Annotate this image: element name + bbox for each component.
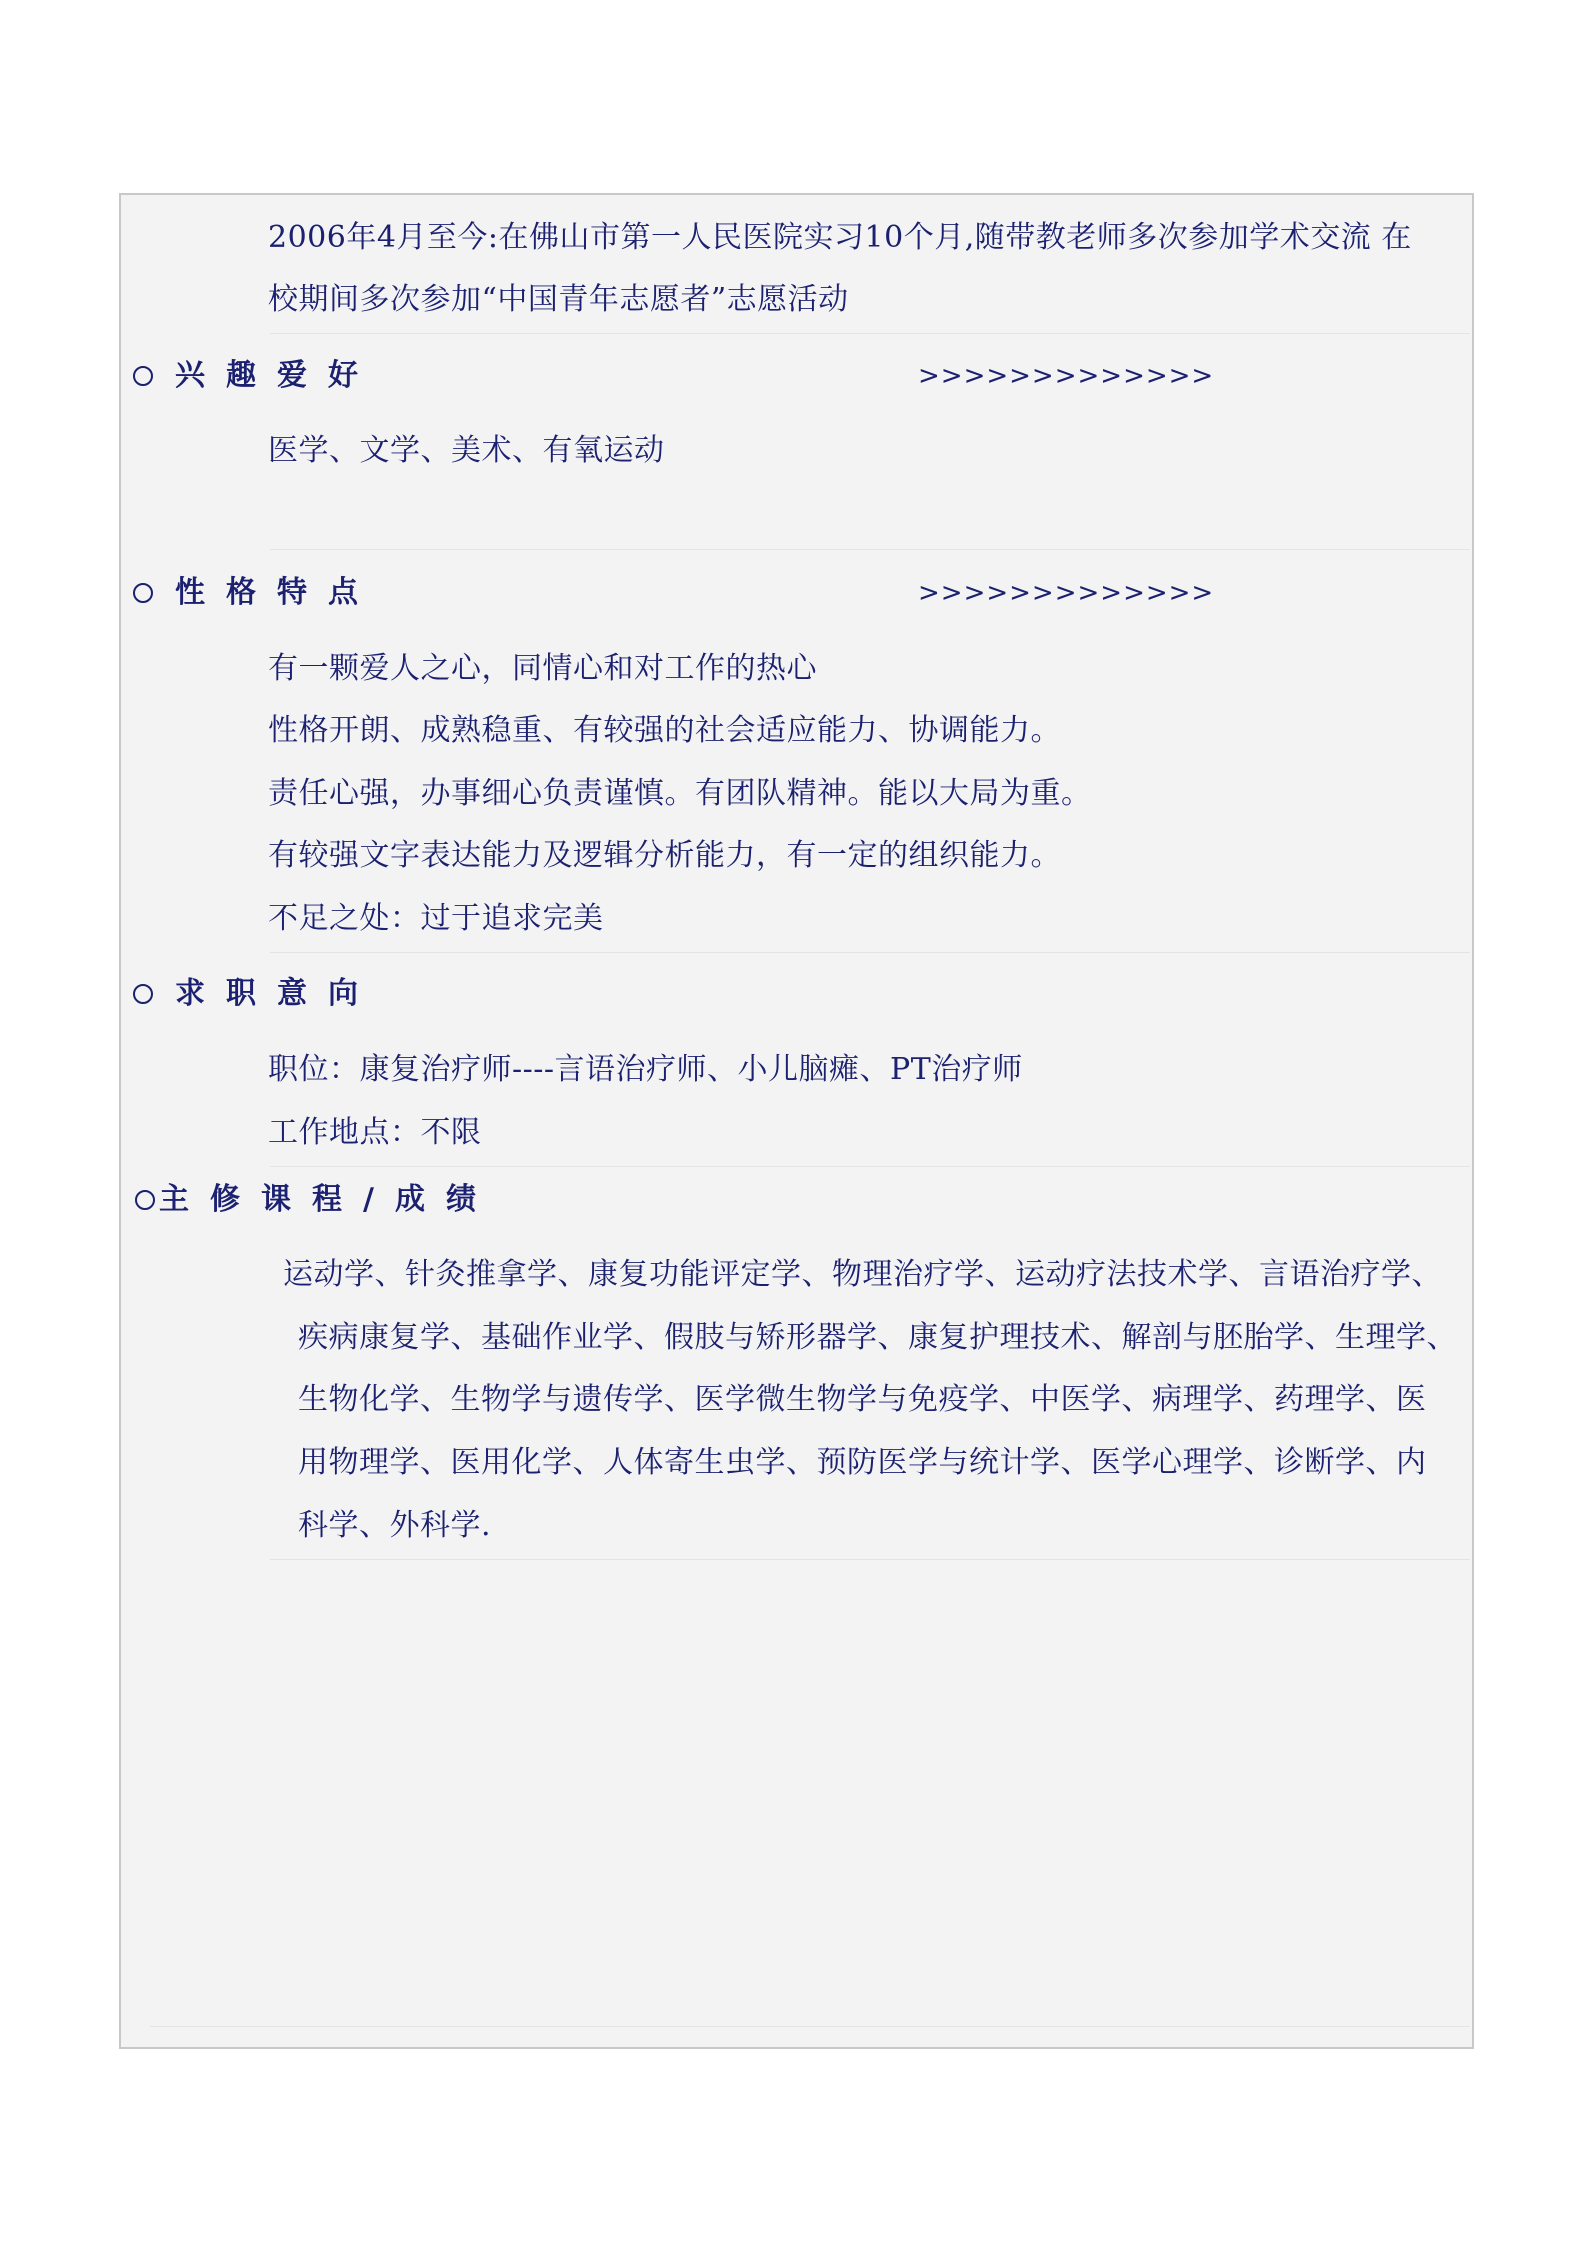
personality-line: 有较强文字表达能力及逻辑分析能力，有一定的组织能力。 (268, 838, 1061, 873)
intention-position: 职位：康复治疗师----言语治疗师、小儿脑瘫、PT治疗师 (268, 1052, 1023, 1087)
courses-line: 用物理学、医用化学、人体寄生虫学、预防医学与统计学、医学心理学、诊断学、内 (298, 1445, 1427, 1480)
courses-heading (135, 1180, 497, 1220)
personality-line: 性格开朗、成熟稳重、有较强的社会适应能力、协调能力。 (268, 713, 1061, 748)
bullet-circle-icon (135, 1190, 155, 1210)
hobbies-title: 兴趣爱好 (175, 358, 379, 393)
section-divider (270, 333, 1470, 334)
bullet-circle-icon (133, 366, 153, 386)
personality-heading (133, 573, 379, 613)
courses-title: 主修课程/成绩 (159, 1182, 497, 1217)
intention-title: 求职意向 (175, 976, 379, 1011)
personality-arrows: >>>>>>>>>>>>> (918, 578, 1215, 608)
hobbies-content: 医学、文学、美术、有氧运动 (268, 433, 665, 468)
personality-line: 有一颗爱人之心，同情心和对工作的热心 (268, 651, 817, 686)
hobbies-heading (133, 356, 379, 396)
personality-line: 责任心强，办事细心负责谨慎。有团队精神。能以大局为重。 (268, 776, 1092, 811)
section-divider (150, 2026, 1470, 2027)
courses-line: 运动学、针灸推拿学、康复功能评定学、物理治疗学、运动疗法技术学、言语治疗学、 (283, 1257, 1442, 1292)
courses-line: 疾病康复学、基础作业学、假肢与矫形器学、康复护理技术、解剖与胚胎学、生理学、 (298, 1320, 1457, 1355)
section-divider (270, 1166, 1470, 1167)
experience-line-2: 校期间多次参加“中国青年志愿者”志愿活动 (268, 282, 849, 317)
intention-location: 工作地点：不限 (268, 1115, 482, 1150)
section-divider (270, 549, 1470, 550)
bullet-circle-icon (133, 583, 153, 603)
hobbies-arrows: >>>>>>>>>>>>> (918, 361, 1215, 391)
section-divider (270, 1559, 1470, 1560)
section-divider (270, 952, 1470, 953)
experience-line-1: 2006年4月至今:在佛山市第一人民医院实习10个月,随带教老师多次参加学术交流 在 (268, 220, 1412, 255)
intention-heading (133, 974, 379, 1014)
personality-title: 性格特点 (175, 575, 379, 610)
personality-line: 不足之处：过于追求完美 (268, 901, 604, 936)
courses-line: 科学、外科学. (298, 1508, 492, 1543)
courses-line: 生物化学、生物学与遗传学、医学微生物学与免疫学、中医学、病理学、药理学、医 (298, 1382, 1427, 1417)
bullet-circle-icon (133, 984, 153, 1004)
